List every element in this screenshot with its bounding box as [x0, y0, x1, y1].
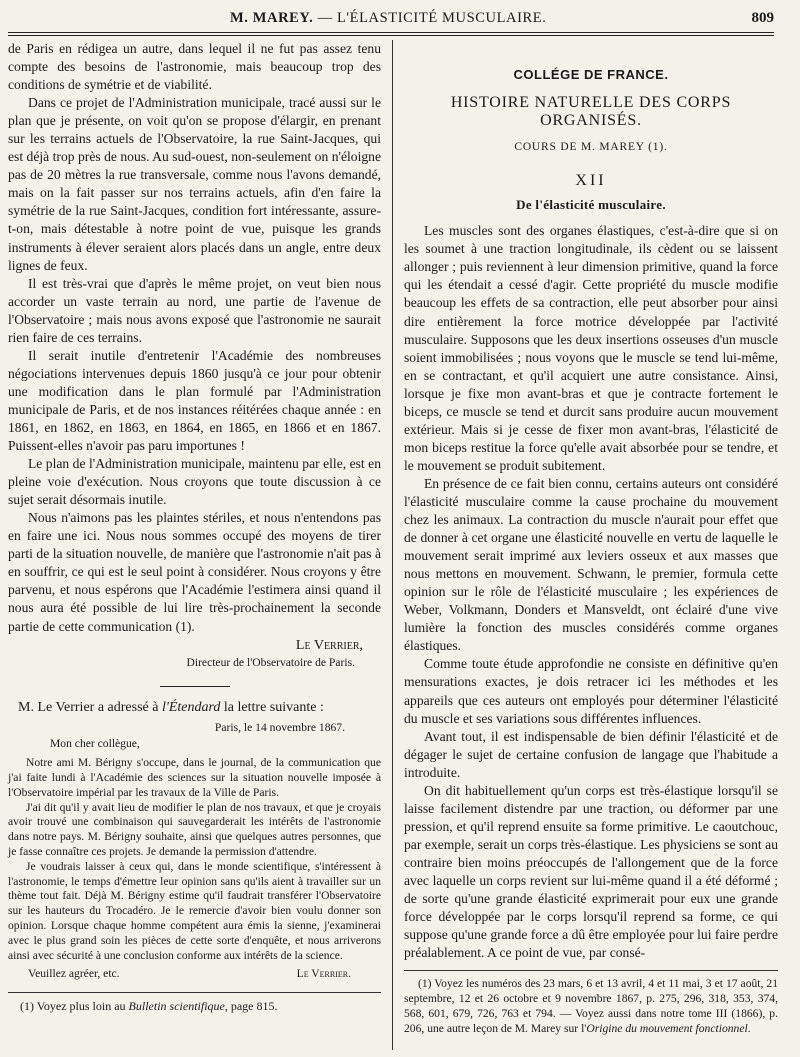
lesson-number: XII: [575, 172, 607, 190]
footnote-suffix: .: [747, 1022, 751, 1036]
section-separator: [160, 686, 230, 687]
paragraph: Nous n'aimons pas les plaintes stériles, et nous n'entendons pas en faire une ici. Nous nous sommes occupé des moyens de tirer parti de la situation nouvelle, de manière que l'astronomie n'ait pas à en souffrir, ce qui est le seul point à considérer. Nous croyons y être parvenu, et nous espérons que l'Académie l'estimera ainsi quand il nous aura été possible de lui lire très-prochainement la seconde partie de cette communication (1).: [8, 510, 381, 634]
letter-paragraph: Je voudrais laisser à ceux qui, dans le monde scientifique, s'intéressent à l'astronomie, le temps d'émettre leur opinion sans qu'ils aient à travailler sur un thème tout fait. Déjà M. Bérigny estime qu'il faudrait transférer l'Observatoire sur les hauteurs du Trocadéro. Je le remercie d'avoir bien voulu donner son opinion. Lorsque chaque homme compétent aura émis la sienne, j'examinerai avec le plus grand soin les pièces de cette sorte d'enquête, et nous arriverons ainsi avec sécurité à une conclusion conforme aux intérêts de la science.: [8, 859, 381, 962]
column-divider: [392, 40, 393, 1050]
letter-body: [8, 721, 381, 983]
letter-salutation: Mon cher collègue,: [50, 737, 140, 751]
letter-intro: [8, 699, 381, 717]
footnote-book: Origine du mouvement fonctionnel: [586, 1022, 748, 1036]
letter-intro-prefix: M. Le Verrier a adressé à: [18, 699, 162, 715]
paragraph: Il serait inutile d'entretenir l'Académie des nombreuses négociations intervenues depuis 1860 jusqu'à ce jour pour obtenir une modification dans le plan formulé par l'Administration municipale de Paris, et de nos instances réitérées chaque année : en 1861, en 1862, en 1863, en 1864, en 1865, en 1866 et en 1867. Puissent-elles n'avoir pas paru importunes !: [8, 347, 381, 454]
header-title: — L'ÉLASTICITÉ MUSCULAIRE.: [313, 10, 547, 26]
paragraph: En présence de ce fait bien connu, certains auteurs ont considéré l'élasticité musculaire comme la cause prochaine du mouvement chez les animaux. La contraction du muscle n'aurait pour effet que de donner à cet organe une élasticité nouvelle en vertu de laquelle le mouvement serait imprimé aux leviers osseux et aux masses que nous mettons en mouvement. Schwann, le premier, formula cette opinion sur le rôle de l'élasticité musculaire ; les expériences de Weber, Volkmann, Donders et Mansveldt, ont éclairé d'une vive lumière la fonction des muscles considérés comme organes élastiques.: [404, 475, 778, 654]
course-byline: COURS DE M. MAREY (1).: [514, 141, 668, 154]
letter-date: Paris, le 14 novembre 1867.: [214, 720, 345, 734]
header-author: M. MAREY.: [230, 10, 314, 26]
letter-intro-suffix: la lettre suivante :: [220, 699, 324, 715]
paragraph: Dans ce projet de l'Administration municipale, tracé aussi sur le plan que je présente, on voit qu'on se propose d'élargir, en prenant sur les terrains actuels de l'Observatoire, la rue Saint-Jacques, qui est déjà trop près de nous. Au sud-ouest, non-seulement on n'éloigne pas de 20 mètres la rue transversale, comme nous l'avons demandé, mais on la fait passer sur nos terrains actuels, afin d'en faire la symétrie de la rue Saint-Jacques, condition fort intéressante, assure-t-on, mais détestable à notre point de vue, puisque les grands instruments à élever seraient alors placés dans un angle, entre deux lignes de feux.: [8, 95, 381, 273]
footnote-journal: Bulletin scientifique: [128, 999, 225, 1014]
footnote-rule: [8, 992, 381, 993]
college-heading: COLLÉGE DE FRANCE.: [513, 67, 669, 82]
letter-intro-journal: l'Étendard: [161, 699, 221, 715]
footnote: [404, 976, 778, 1036]
paragraph: Il est très-vrai que d'après le même projet, on veut bien nous accorder un vaste terrain au nord, une partie de l'avenue de l'Observatoire ; mais nous avons exposé que l'astronomie ne saurait rien faire de ces terrains.: [8, 275, 381, 345]
running-header: [0, 6, 800, 34]
paragraph: Le plan de l'Administration municipale, maintenu par elle, est en pleine voie d'exécution. Nous croyons que toute discussion à ce sujet serait désormais inutile.: [8, 456, 381, 508]
paragraph: On dit habituellement qu'un corps est très-élastique lorsqu'il se laisse facilement distendre par une traction, ou déformer par une pression, et qu'il reprend ensuite sa forme primitive. Le caoutchouc, par exemple, serait un corps très-élastique. Les physiciens se sont au contraire bien moins préoccupés de l'allongement que de la force avec laquelle un corps revient sur lui-même quand il a été déformé ; de sorte qu'une grande élasticité exprimerait pour eux une grande force développée par le corps lorsqu'il reprend sa forme, ce qui suppose qu'une grande force a dû être employée pour lui faire perdre préalablement. A ce point de vue, par consé-: [404, 782, 778, 961]
paragraph: Comme toute étude approfondie ne consiste en définitive qu'en mensurations exactes, je dois retracer ici les méthodes et les appareils que ces auteurs ont employés pour déterminer l'élasticité du muscle et ses variations sous différentes influences.: [404, 656, 778, 726]
paragraph: Avant tout, il est indispensable de bien définir l'élasticité et de dégager le sujet de certaine confusion de langage que l'habitude a introduite.: [404, 728, 778, 780]
signature-role: Directeur de l'Observatoire de Paris.: [186, 655, 355, 669]
right-column: [404, 40, 778, 1036]
letter-paragraph: Notre ami M. Bérigny s'occupe, dans le journal, de la communication que j'ai faite lundi à l'Académie des sciences sur la situation nouvelle imposée à l'Observatoire impérial par les travaux de la Ville de Paris.: [8, 756, 381, 799]
course-title: HISTOIRE NATURELLE DES CORPS ORGANISÉS.: [450, 94, 732, 130]
closing-signature: Le Verrier.: [296, 967, 351, 981]
closing-formula: Veuillez agréer, etc.: [28, 967, 120, 981]
footnote-prefix: (1) Voyez plus loin au: [20, 999, 129, 1014]
paragraph: Les muscles sont des organes élastiques, c'est-à-dire que si on les soumet à une traction longitudinale, ils cèdent ou se laissent allonger ; puis reviennent à leur dimension primitive, quand la force qui les étendait a cessé d'agir. Cette propriété du muscle modifie beaucoup les effets de sa contraction, elle peut absorber pour ainsi dire entièrement la force motrice développée par l'activité musculaire. Supposons que les deux insertions osseuses d'un muscle soient immobilisées ; nous voyons que le muscle se tend lui-même, en se contractant, et qu'il acquiert une autre consistance. Ainsi, lorsque je fixe mon avant-bras et que je contracte fortement le biceps, ce muscle se tend et durcit sans produire aucun mouvement extérieur. Mais si je cesse de fixer mon avant-bras, l'élasticité de mon biceps restitue la force qu'elle avait absorbée pour se tendre, et le mouvement se produit subitement.: [404, 223, 778, 473]
header-rule: [8, 32, 774, 33]
running-title: [230, 10, 546, 27]
letter-paragraph: J'ai dit qu'il y avait lieu de modifier le plan de nos travaux, et que je croyais avoir trouvé une combinaison qui sauvegarderait les intérêts de l'astronomie dans notre pays. M. Bérigny souhaite, ainsi que quelques autres personnes, que je fasse connaître ces projets. Je demande la permission d'attendre.: [8, 800, 381, 858]
footnote-rule: [404, 970, 778, 971]
footnote-suffix: , page 815.: [224, 999, 278, 1014]
footnote: [8, 999, 381, 1014]
left-column: [8, 40, 381, 1014]
paragraph: de Paris en rédigea un autre, dans lequel il ne fut pas assez tenu compte des besoins de l'astronomie, mais beaucoup trop des conditions de symétrie et de viabilité.: [8, 41, 381, 93]
footnote-prefix: (1) Voyez les numéros des 23 mars, 6 et 13 avril, 4 et 11 mai, 3 et 17 août, 21 septembre, 12 et 26 octobre et 9 novembre 1867, p. 275, 296, 318, 353, 374, 568, 601, 679, 726, 763 et 794. — Voyez aussi dans notre tome III (1866), p. 206, une autre leçon de M. Marey sur l': [404, 977, 778, 1036]
letter-closing: [8, 967, 381, 982]
signature: Le Verrier,: [295, 637, 363, 653]
section-title: De l'élasticité musculaire.: [516, 197, 666, 213]
header-rule-double: [8, 35, 774, 36]
page-number: 809: [751, 10, 774, 26]
